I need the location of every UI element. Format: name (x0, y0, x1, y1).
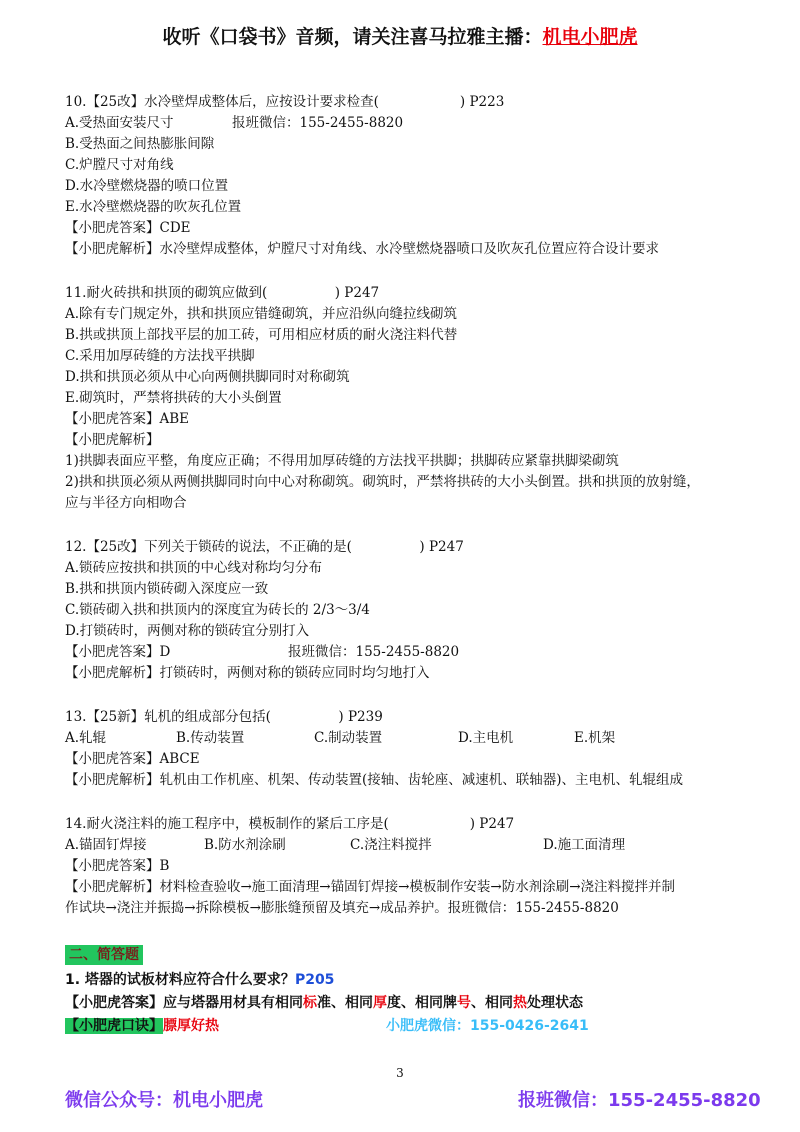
mnemonic-text: 膘厚好热 (163, 1018, 219, 1034)
answer-part-4: 、相同 (471, 995, 513, 1011)
q14-option-c: C.浇注料搅拌 (350, 837, 432, 853)
answer-part-3: 度、相同牌 (387, 995, 457, 1011)
q10-analysis: 【小肥虎解析】水冷壁焊成整体，炉膛尺寸对角线、水冷壁燃烧器喷口及吹灰孔位置应符合设计要求 (65, 241, 659, 257)
page-reference: P205 (294, 972, 335, 988)
answer-part-5: 处理状态 (527, 995, 583, 1011)
q10-answer: 【小肥虎答案】CDE (65, 220, 191, 236)
answer-key-4: 热 (513, 995, 527, 1011)
page-number: 3 (396, 1066, 404, 1080)
q12-wechat-note: 报班微信：155-2455-8820 (288, 644, 460, 660)
q10-stem: 10.【25改】水冷壁焊成整体后，应按设计要求检查( ) P223 (65, 94, 505, 110)
mnemonic-label: 【小肥虎口诀】 (65, 1018, 163, 1034)
q14-analysis-line1: 【小肥虎解析】材料检查验收→施工面清理→锚固钉焊接→模板制作安装→防水剂涂刷→浇注料搅拌并制 (65, 879, 676, 895)
q11-stem: 11.耐火砖拱和拱顶的砌筑应做到( ) P247 (65, 285, 380, 301)
q11-analysis-line2: 2)拱和拱顶必须从两侧拱脚同时向中心对称砌筑。砌筑时，严禁将拱砖的大小头倒置。拱和拱顶的放射缝， (65, 474, 700, 490)
q13-option-e: E.机架 (574, 730, 616, 746)
question-text: 塔器的试板材料应符合什么要求？ (80, 972, 295, 988)
q14-analysis-line2: 作试块→浇注并振捣→拆除模板→膨胀缝预留及填充→成品养护。报班微信：155-2455-8820 (65, 900, 619, 916)
q13-option-c: C.制动装置 (314, 730, 383, 746)
q14-stem: 14.耐火浇注料的施工程序中，模板制作的紧后工序是( ) P247 (65, 816, 515, 832)
q13-analysis: 【小肥虎解析】轧机由工作机座、机架、传动装置(接轴、齿轮座、减速机、联轴器)、主电机、轧辊组成 (65, 772, 684, 788)
answer-key-2: 厚 (373, 995, 387, 1011)
anchor-name: 机电小肥虎 (542, 26, 638, 48)
answer-key-3: 号 (457, 995, 471, 1011)
q13-option-d: D.主电机 (458, 730, 514, 746)
q10-wechat-note: 报班微信：155-2455-8820 (232, 115, 404, 131)
q10-option-c: C.炉膛尺寸对角线 (65, 157, 174, 173)
page-header (0, 22, 800, 49)
q10-option-b: B.受热面之间热膨胀间隙 (65, 136, 215, 152)
q12-answer: 【小肥虎答案】D (65, 644, 171, 660)
question-number: 1. (65, 972, 81, 988)
q11-analysis-label: 【小肥虎解析】 (65, 432, 160, 448)
q14-option-a: A.锚固钉焊接 (65, 837, 147, 853)
q12-stem: 12.【25改】下列关于锁砖的说法，不正确的是( ) P247 (65, 539, 464, 555)
q13-stem: 13.【25新】轧机的组成部分包括( ) P239 (65, 709, 383, 725)
q10-option-a: A.受热面安装尺寸 (65, 115, 174, 131)
q10-option-d: D.水冷壁燃烧器的喷口位置 (65, 178, 229, 194)
q11-option-d: D.拱和拱顶必须从中心向两侧拱脚同时对称砌筑 (65, 369, 350, 385)
q12-option-d: D.打锁砖时，两侧对称的锁砖宜分别打入 (65, 623, 310, 639)
q13-option-a: A.轧辊 (65, 730, 107, 746)
short-answer (65, 993, 583, 1013)
answer-part-1: 应与塔器用材具有相同 (163, 995, 303, 1011)
q12-option-c: C.锁砖砌入拱和拱顶内的深度宜为砖长的 2/3～3/4 (65, 602, 370, 618)
q12-option-a: A.锁砖应按拱和拱顶的中心线对称均匀分布 (65, 560, 323, 576)
q11-analysis-line3: 应与半径方向相吻合 (65, 495, 187, 511)
q11-answer: 【小肥虎答案】ABE (65, 411, 190, 427)
q13-option-b: B.传动装置 (176, 730, 245, 746)
q11-option-a: A.除有专门规定外，拱和拱顶应错缝砌筑，并应沿纵向缝拉线砌筑 (65, 306, 458, 322)
q10-option-e: E.水冷壁燃烧器的吹灰孔位置 (65, 199, 242, 215)
answer-key-1: 标 (303, 995, 317, 1011)
q14-answer: 【小肥虎答案】B (65, 858, 170, 874)
q11-option-e: E.砌筑时，严禁将拱砖的大小头倒置 (65, 390, 282, 406)
q11-option-c: C.采用加厚砖缝的方法找平拱脚 (65, 348, 255, 364)
q11-option-b: B.拱或拱顶上部找平层的加工砖，可用相应材质的耐火浇注料代替 (65, 327, 458, 343)
footer-official-account: 微信公众号：机电小肥虎 (65, 1090, 263, 1111)
q12-analysis: 【小肥虎解析】打锁砖时，两侧对称的锁砖应同时均匀地打入 (65, 665, 430, 681)
header-text: 收听《口袋书》音频，请关注喜马拉雅主播： (162, 26, 543, 48)
q11-analysis-line1: 1)拱脚表面应平整，角度应正确；不得用加厚砖缝的方法找平拱脚；拱脚砖应紧靠拱脚梁砌筑 (65, 453, 619, 469)
q14-option-d: D.施工面清理 (543, 837, 626, 853)
q12-option-b: B.拱和拱顶内锁砖砌入深度应一致 (65, 581, 269, 597)
q13-answer: 【小肥虎答案】ABCE (65, 751, 200, 767)
q14-option-b: B.防水剂涂刷 (204, 837, 286, 853)
section-title: 二、简答题 (65, 945, 143, 965)
short-question-1 (65, 970, 334, 990)
footer-enroll-wechat: 报班微信：155-2455-8820 (518, 1090, 761, 1111)
answer-label: 【小肥虎答案】 (65, 995, 163, 1011)
mnemonic-row (65, 1016, 219, 1036)
answer-part-2: 准、相同 (317, 995, 373, 1011)
tutor-wechat: 小肥虎微信：155-0426-2641 (386, 1018, 589, 1034)
